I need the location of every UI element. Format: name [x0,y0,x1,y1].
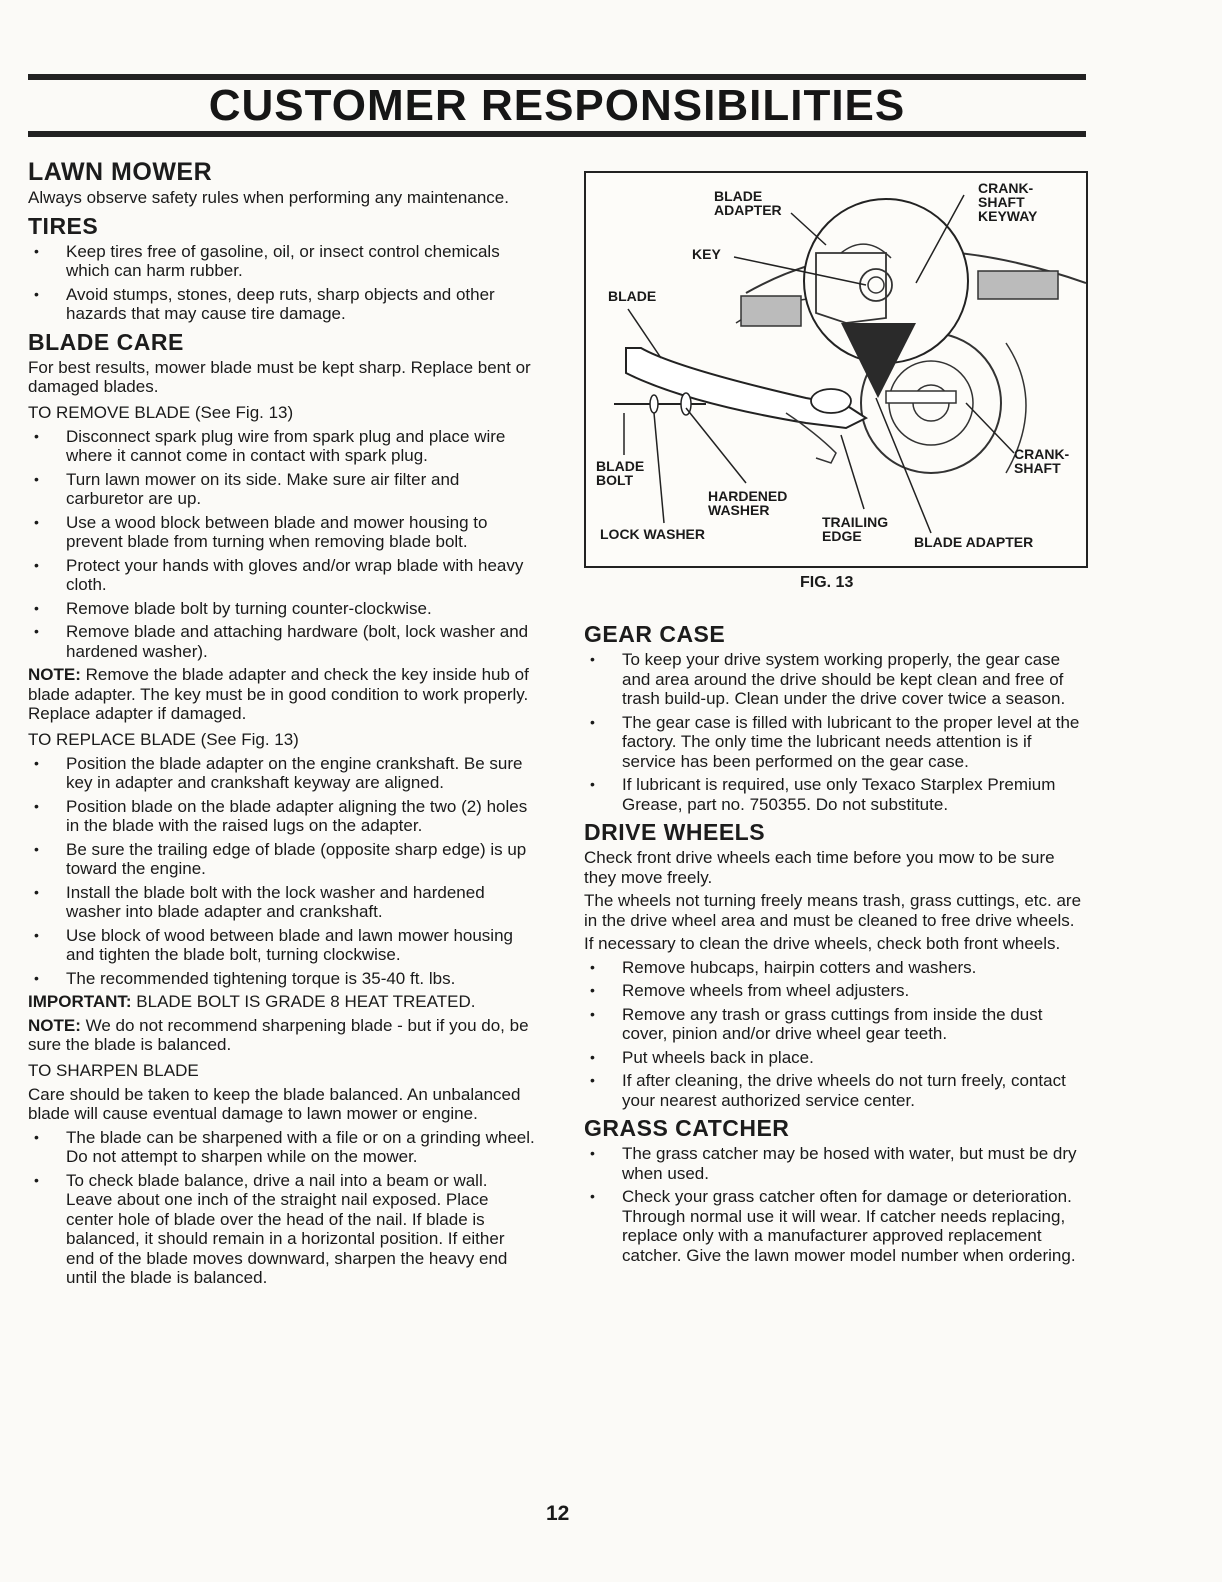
list-item: • Turn lawn mower on its side. Make sure air filter and carburetor are up. [28,470,535,509]
important-text: BLADE BOLT IS GRADE 8 HEAT TREATED. [136,992,476,1011]
blade-care-heading: BLADE CARE [28,328,184,355]
drive-wheels-heading: DRIVE WHEELS [584,819,766,845]
replace-blade-list [28,754,535,989]
label-blade-adapter-bottom: BLADE ADAPTER [914,534,1034,550]
top-rule [28,74,1086,80]
figure-caption: FIG. 13 [800,574,854,591]
gear-case-list [584,650,1086,814]
list-item: • Remove any trash or grass cuttings from inside the dust cover, pinion and/or drive wheel gear teeth. [584,1005,1086,1044]
list-item: • The gear case is filled with lubricant to the proper level at the factory. The only time the lubricant needs attention is if service has been performed on the gear case. [584,713,1086,772]
page-title: CUSTOMER RESPONSIBILITIES [208,81,906,130]
note-label: NOTE: [28,1015,81,1035]
bottom-rule [28,131,1086,137]
lawn-mower-heading: LAWN MOWER [28,158,213,186]
list-item: • Avoid stumps, stones, deep ruts, sharp objects and other hazards that may cause tire damage. [28,285,535,324]
right-column [584,620,1086,1269]
label-key: KEY [692,246,721,262]
sharpen-intro: Care should be taken to keep the blade balanced. An unbalanced blade will cause eventual damage to lawn mower or engine. [28,1084,521,1123]
list-item: • Remove blade bolt by turning counter-clockwise. [28,599,535,619]
page-number: 12 [546,1502,570,1525]
list-item: • Use block of wood between blade and lawn mower housing and tighten the blade bolt, turning clockwise. [28,926,535,965]
list-item: • Position blade on the blade adapter aligning the two (2) holes in the blade with the raised lugs on the adapter. [28,797,535,836]
list-item: • To keep your drive system working properly, the gear case and area around the drive should be kept clean and free of trash build-up. Clean under the drive cover twice a season. [584,650,1086,709]
important-notice [28,992,535,1012]
sharpen-blade-list [28,1128,535,1288]
list-item: • Install the blade bolt with the lock washer and hardened washer into blade adapter and crankshaft. [28,883,535,922]
list-item: • Position the blade adapter on the engine crankshaft. Be sure key in adapter and crankshaft keyway are aligned. [28,754,535,793]
drive-wheels-para: The wheels not turning freely means trash, grass cuttings, etc. are in the drive wheel area and must be cleaned to free drive wheels. [584,891,1082,930]
list-item: • The blade can be sharpened with a file or on a grinding wheel. Do not attempt to sharpen while on the mower. [28,1128,535,1167]
list-item: • To check blade balance, drive a nail into a beam or wall. Leave about one inch of the straight nail exposed. Place center hole of blade over the head of the nail. If blade is balanced, it should remain in a horizontal position. If either end of the blade moves downward, sharpen the heavy end until the blade is balanced. [28,1171,535,1288]
label-blade-adapter-top: BLADE ADAPTER [714,188,782,218]
label-crankshaft-keyway: CRANK- SHAFT KEYWAY [978,180,1038,224]
note-text: Remove the blade adapter and check the key inside hub of blade adapter. The key must be in good condition to work properly. Replace adapter if damaged. [28,665,529,723]
tires-heading: TIRES [28,212,99,239]
list-item: • If after cleaning, the drive wheels do not turn freely, contact your nearest authorized service center. [584,1071,1086,1110]
note-sharpening [28,1016,535,1055]
list-item: • Use a wood block between blade and mower housing to prevent blade from turning when removing blade bolt. [28,513,535,552]
drive-wheels-para: Check front drive wheels each time before you mow to be sure they move freely. [584,848,1055,887]
label-trailing-edge: TRAILING EDGE [822,514,889,544]
blade-assembly-illustration [586,173,1086,566]
label-crankshaft: CRANK- SHAFT [1014,446,1070,476]
left-column [28,158,535,1292]
grass-catcher-heading: GRASS CATCHER [584,1115,790,1141]
grass-catcher-list [584,1144,1086,1265]
lawn-mower-intro: Always observe safety rules when performing any maintenance. [28,188,509,207]
list-item: • Disconnect spark plug wire from spark plug and place wire where it cannot come in contact with spark plug. [28,427,535,466]
important-label: IMPORTANT: [28,992,132,1011]
list-item: • Be sure the trailing edge of blade (opposite sharp edge) is up toward the engine. [28,840,535,879]
blade-care-intro: For best results, mower blade must be kept sharp. Replace bent or damaged blades. [28,357,531,396]
list-item: • Keep tires free of gasoline, oil, or insect control chemicals which can harm rubber. [28,242,535,281]
remove-blade-heading: TO REMOVE BLADE (See Fig. 13) [28,402,294,422]
list-item: • Remove blade and attaching hardware (bolt, lock washer and hardened washer). [28,622,535,661]
label-hardened-washer: HARDENED WASHER [708,488,788,518]
list-item: • Check your grass catcher often for damage or deterioration. Through normal use it will wear. If catcher needs replacing, replace only with a manufacturer approved replacement catcher. Give the lawn mower model number when ordering. [584,1187,1086,1265]
list-item: • If lubricant is required, use only Texaco Starplex Premium Grease, part no. 750355. Do not substitute. [584,775,1086,814]
label-lock-washer: LOCK WASHER [600,526,705,542]
list-item: • Put wheels back in place. [584,1048,1086,1068]
list-item: • The grass catcher may be hosed with water, but must be dry when used. [584,1144,1086,1183]
list-item: • Remove hubcaps, hairpin cotters and washers. [584,958,1086,978]
note-label: NOTE: [28,665,81,684]
replace-blade-heading: TO REPLACE BLADE (See Fig. 13) [28,729,299,749]
list-item: • Remove wheels from wheel adjusters. [584,981,1086,1001]
figure-13-blade-assembly [584,171,1088,568]
tires-list [28,242,535,324]
gear-case-heading: GEAR CASE [584,621,726,647]
drive-wheels-list [584,958,1086,1111]
sharpen-blade-heading: TO SHARPEN BLADE [28,1060,199,1080]
label-blade-bolt: BLADE BOLT [596,458,645,488]
remove-blade-list [28,427,535,662]
note-text: We do not recommend sharpening blade - but if you do, be sure the blade is balanced. [28,1015,529,1054]
list-item: • The recommended tightening torque is 35-40 ft. lbs. [28,969,535,989]
label-blade: BLADE [608,288,657,304]
drive-wheels-para: If necessary to clean the drive wheels, check both front wheels. [584,934,1061,953]
note-key-check [28,665,535,724]
list-item: • Protect your hands with gloves and/or wrap blade with heavy cloth. [28,556,535,595]
